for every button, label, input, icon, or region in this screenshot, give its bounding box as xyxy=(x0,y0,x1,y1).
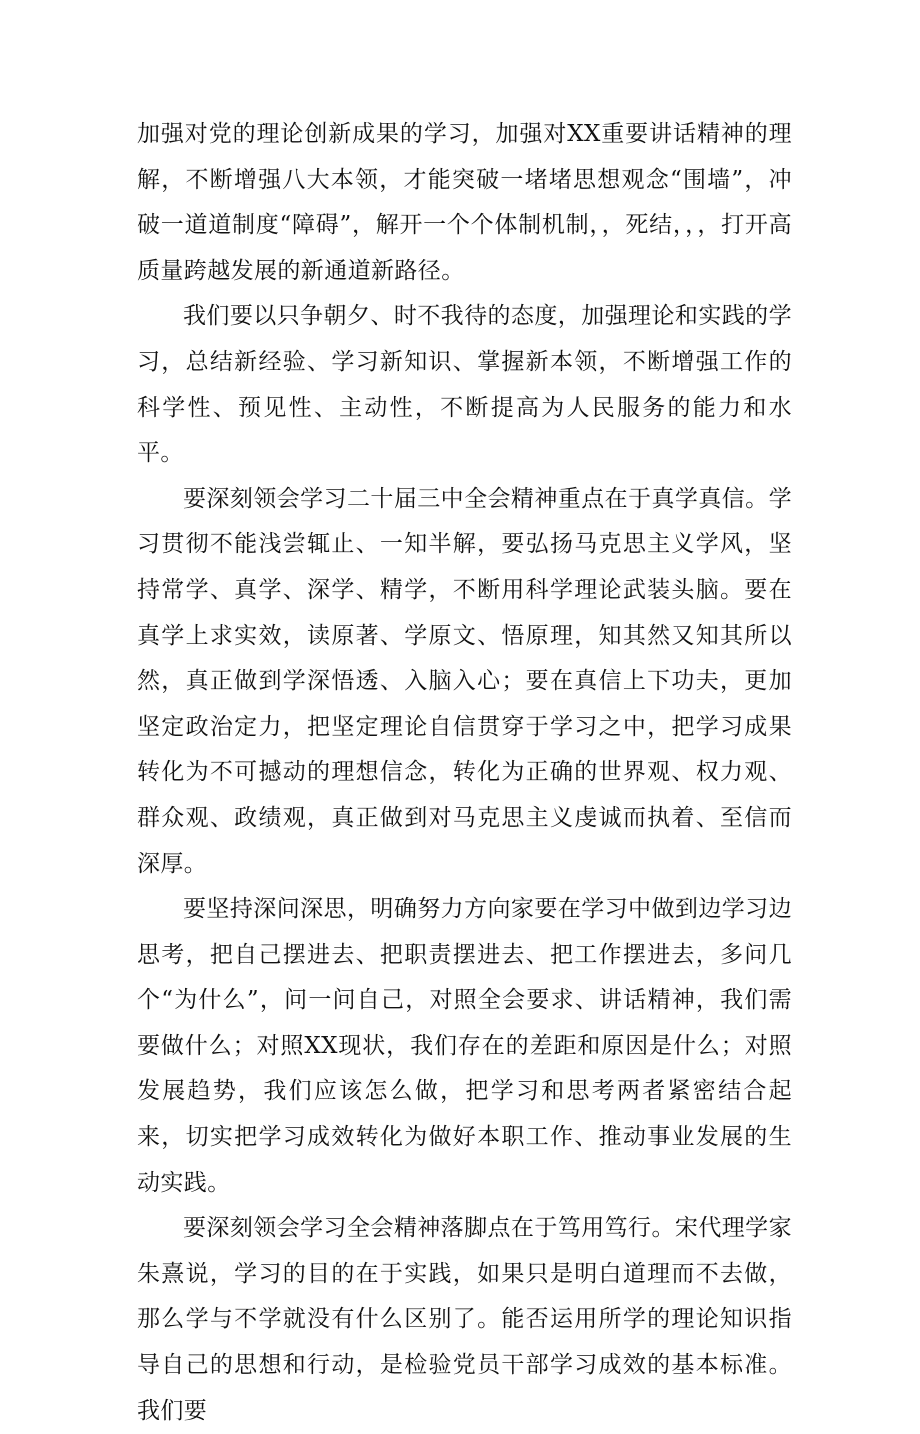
paragraph-4: 要坚持深问深思，明确努力方向家要在学习中做到边学习边思考，把自己摆进去、把职责摆进去、把工作摆进去，多问几个“为什么”，问一问自己，对照全会要求、讲话精神，我们需要做什么；对照XX现状，我们存在的差距和原因是什么；对照发展趋势，我们应该怎么做，把学习和思考两者紧密结合起来，切实把学习成效转化为做好本职工作、推动事业发展的生动实践。 xyxy=(137,896,792,1196)
document-body xyxy=(137,112,792,1434)
paragraph-2: 我们要以只争朝夕、时不我待的态度，加强理论和实践的学习，总结新经验、学习新知识、掌握新本领，不断增强工作的科学性、预见性、主动性，不断提高为人民服务的能力和水平。 xyxy=(137,303,792,467)
paragraph-3: 要深刻领会学习二十届三中全会精神重点在于真学真信。学习贯彻不能浅尝辄止、一知半解，要弘扬马克思主义学风，坚持常学、真学、深学、精学，不断用科学理论武装头脑。要在真学上求实效，读原著、学原文、悟原理，知其然又知其所以然，真正做到学深悟透、入脑入心；要在真信上下功夫，更加坚定政治定力，把坚定理论自信贯穿于学习之中，把学习成果转化为不可撼动的理想信念，转化为正确的世界观、权力观、群众观、政绩观，真正做到对马克思主义虔诚而执着、至信而深厚。 xyxy=(137,485,792,877)
paragraph-5: 要深刻领会学习全会精神落脚点在于笃用笃行。宋代理学家朱熹说，学习的目的在于实践，如果只是明白道理而不去做，那么学与不学就没有什么区别了。能否运用所学的理论知识指导自己的思想和行动，是检验党员干部学习成效的基本标准。我们要 xyxy=(137,1215,792,1424)
paragraph-1: 加强对党的理论创新成果的学习，加强对XX重要讲话精神的理解，不断增强八大本领，才能突破一堵堵思想观念“围墙”，冲破一道道制度“障碍”，解开一个个体制机制，，死结，，，打开高质量跨越发展的新通道新路径。 xyxy=(137,121,792,284)
